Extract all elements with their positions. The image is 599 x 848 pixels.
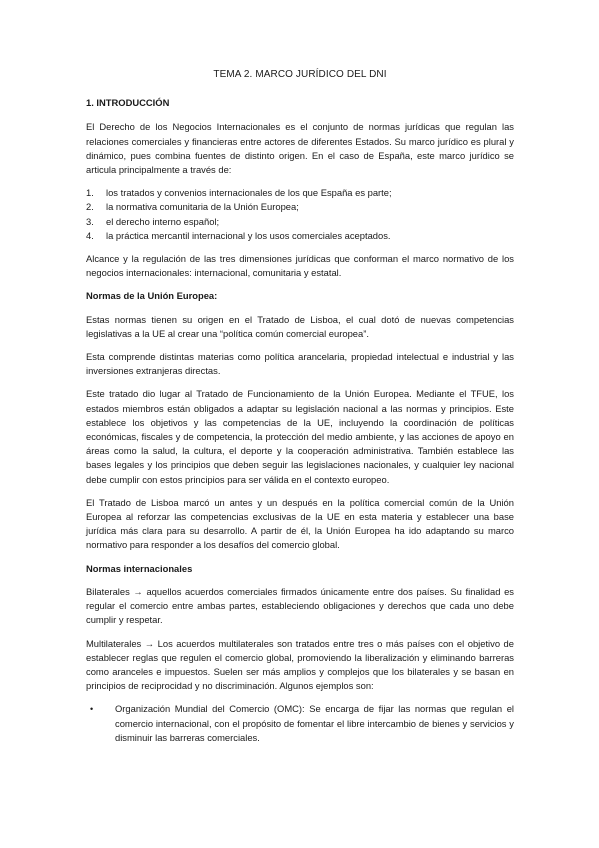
eu-paragraph: El Tratado de Lisboa marcó un antes y un después en la política comercial común de la Unión Europea al reforzar las competencias exclusivas de la UE en esta materia y establecer una base jurídica más clara para su desarrollo. A partir de él, la Unión Europea ha ido adaptando su marco normativo para responder a los desafíos del comercio global. — [86, 496, 514, 551]
document-title: TEMA 2. MARCO JURÍDICO DEL DNI — [213, 69, 387, 80]
sources-list — [86, 186, 514, 243]
list-item-text: los tratados y convenios internacionales de los que España es parte; — [106, 187, 392, 199]
examples-list — [86, 702, 514, 745]
document-page — [86, 68, 514, 745]
list-item-number: 2. — [86, 201, 94, 213]
multilateral-paragraph: Multilaterales → Los acuerdos multilaterales son tratados entre tres o más países con el objetivo de establecer reglas que regulen el comercio global, promoviendo la liberalización y eliminando barreras como aranceles e impuestos. Suelen ser más amplios y complejos que los bilaterales y se basan en principios de reciprocidad y no discriminación. Algunos ejemplos son: — [86, 637, 514, 692]
list-item — [86, 229, 514, 243]
list-item-text: el derecho interno español; — [106, 215, 220, 227]
list-item-text: la práctica mercantil internacional y los usos comerciales aceptados. — [106, 229, 391, 241]
intl-norms-heading: Normas internacionales — [86, 562, 193, 574]
list-item-text: la normativa comunitaria de la Unión Europea; — [106, 201, 299, 213]
list-item — [86, 200, 514, 214]
intro-paragraph: El Derecho de los Negocios Internacionales es el conjunto de normas jurídicas que regulan las relaciones comerciales y financieras entre actores de diferentes Estados. Su marco jurídico es plural y dinámico, pues combina fuentes de distinto origen. En el caso de España, este marco jurídico se articula principalmente a través de: — [86, 121, 514, 176]
list-item — [86, 186, 514, 200]
list-item-text: Organización Mundial del Comercio (OMC): Se encarga de fijar las normas que regulan el comercio internacional, con el propósito de fomentar el libre intercambio de bienes y servicios y disminuir las barreras comerciales. — [115, 703, 514, 743]
eu-paragraph: Este tratado dio lugar al Tratado de Funcionamiento de la Unión Europea. Mediante el TFUE, los estados miembros están obligados a adaptar su legislación nacional a las normas y principios. Este establece los objetivos y las competencias de la UE, incluyendo la coordinación de políticas económicas, fiscales y de competencia, la protección del medio ambiente, y las acciones de apoyo en áreas como la salud, la cultura, el deporte y la cooperación administrativa. También establece las bases legales y los principios que deben seguir las legislaciones nacionales, y cualquier ley nacional debe cumplir con estos principios para ser válida en el contexto europeo. — [86, 388, 514, 485]
list-item — [86, 215, 514, 229]
bullet-icon: • — [90, 704, 94, 715]
section-heading-introduccion: 1. INTRODUCCIÓN — [86, 97, 170, 109]
list-item-number: 1. — [86, 187, 94, 199]
list-item-number: 4. — [86, 229, 94, 241]
bilateral-paragraph: Bilaterales → aquellos acuerdos comerciales firmados únicamente entre dos países. Su finalidad es regular el comercio entre ambas partes, estableciendo obligaciones y derechos que cada uno debe cumplir y respetar. — [86, 585, 514, 626]
scope-paragraph: Alcance y la regulación de las tres dimensiones jurídicas que conforman el marco normativo de los negocios internacionales: internacional, comunitaria y estatal. — [86, 253, 514, 279]
list-item-number: 3. — [86, 215, 94, 227]
eu-norms-heading: Normas de la Unión Europea: — [86, 290, 218, 302]
eu-paragraph: Estas normas tienen su origen en el Tratado de Lisboa, el cual dotó de nuevas competencias legislativas a la UE al crear una “política común comercial europea”. — [86, 313, 514, 339]
list-item — [86, 702, 514, 745]
eu-paragraph: Esta comprende distintas materias como política arancelaria, propiedad intelectual e industrial y las inversiones extranjeras directas. — [86, 351, 514, 377]
